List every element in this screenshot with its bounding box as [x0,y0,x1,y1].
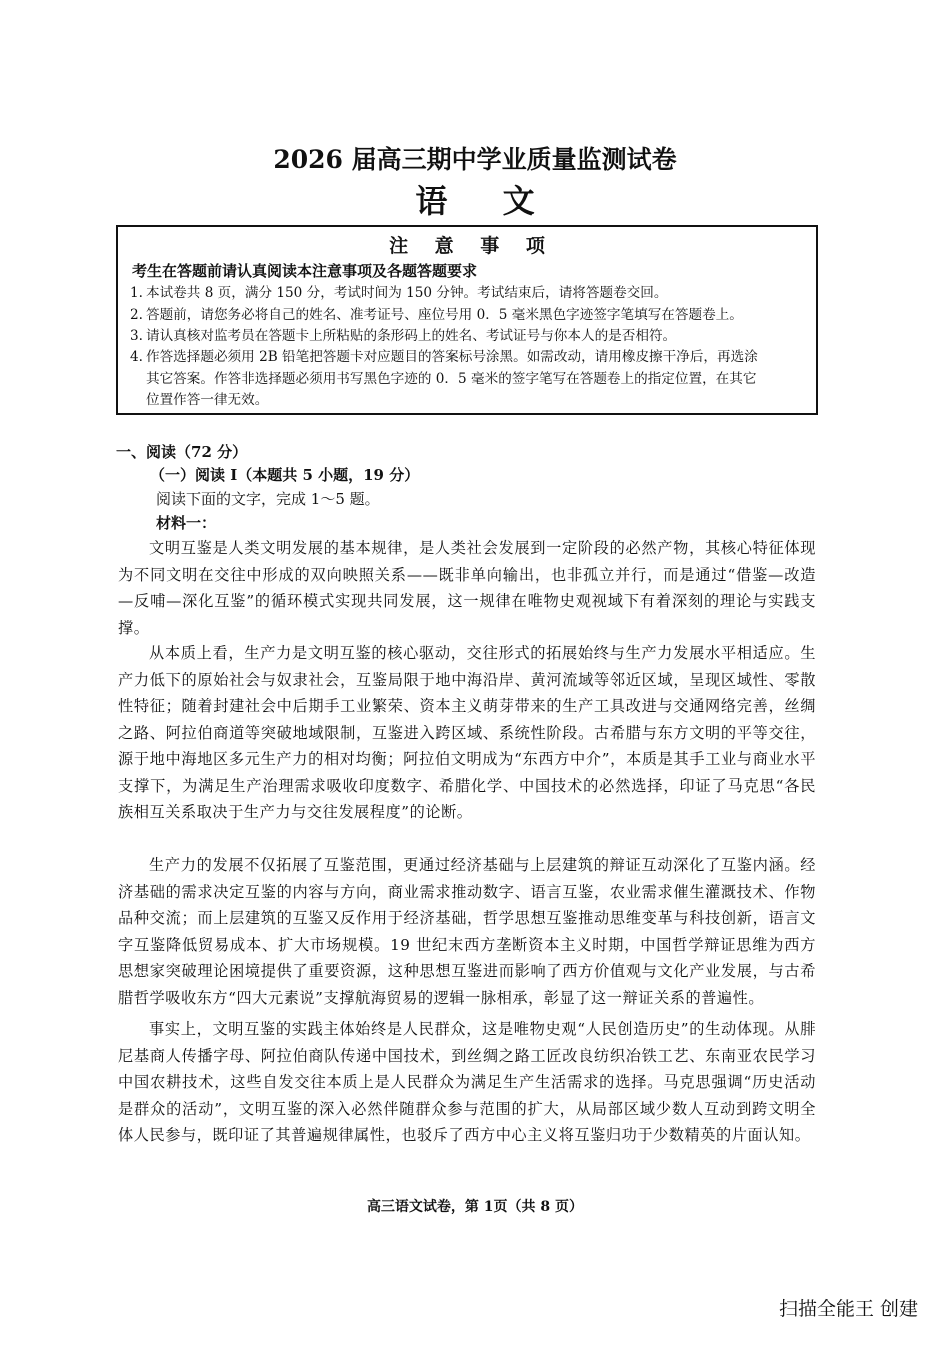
paragraph: 从本质上看，生产力是文明互鉴的核心驱动，交往形式的拓展始终与生产力发展水平相适应。生产力低下的原始社会与奴隶社会，互鉴局限于地中海沿岸、黄河流域等邻近区域，呈现区域性、零散性特征；随着封建社会中后期手工业繁荣、资本主义萌芽带来的生产工具改进与交通网络完善，丝绸之路、阿拉伯商道等突破地域限制，互鉴进入跨区域、系统性阶段。古希腊与东方文明的平等交往，源于地中海地区多元生产力的相对均衡；阿拉伯文明成为“东西方中介”，本质是其手工业与商业水平支撑下，为满足生产治理需求吸收印度数字、希腊化学、中国技术的必然选择，印证了马克思“各民族相互关系取决于生产力与交往发展程度”的论断。 [118,644,816,821]
reading-instruction: 阅读下面的文字，完成 1～5 题。 [156,490,380,508]
page-footer: 高三语文试卷，第 1页（共 8 页） [366,1199,584,1215]
notice-item-text: 作答选择题必须用 2B 铅笔把答题卡对应题目的答案标号涂黑。如需改动，请用橡皮擦干净后，再选涂 [146,349,758,365]
notice-heading: 注 意 事 项 [389,235,555,257]
subject-title: 语 文 [415,182,557,220]
exam-title: 2026 届高三期中学业质量监测试卷 [273,145,677,174]
scanner-watermark: 扫描全能王 创建 [778,1298,918,1320]
part-heading: 一、阅读（72 分） [116,443,248,461]
notice-item-text: 答题前，请您务必将自己的姓名、准考证号、座位号用 0．5 毫米黑色字迹签字笔填写在答题卷上。 [146,307,743,323]
notice-item-text: 位置作答一律无效。 [146,392,269,408]
notice-item-number: 2. [130,307,143,323]
notice-item [130,304,810,326]
notice-item-continuation [146,368,826,390]
notice-item [130,346,810,368]
notice-item-text: 请认真核对监考员在答题卡上所粘贴的条形码上的姓名、考试证号与你本人的是否相符。 [146,328,677,344]
notice-subheading: 考生在答题前请认真阅读本注意事项及各题答题要求 [132,262,478,280]
notice-item [130,325,810,347]
paragraph: 文明互鉴是人类文明发展的基本规律，是人类社会发展到一定阶段的必然产物，其核心特征体现为不同文明在交往中形成的双向映照关系——既非单向输出，也非孤立并行，而是通过“借鉴—改造—反哺—深化互鉴”的循环模式实现共同发展，这一规律在唯物史观视域下有着深刻的理论与实践支撑。 [118,539,816,637]
paragraph: 事实上，文明互鉴的实践主体始终是人民群众，这是唯物史观“人民创造历史”的生动体现。从腓尼基商人传播字母、阿拉伯商队传递中国技术，到丝绸之路工匠改良纺织冶铁工艺、东南亚农民学习中国农耕技术，这些自发交往本质上是人民群众为满足生产生活需求的选择。马克思强调“历史活动是群众的活动”，文明互鉴的深入必然伴随群众参与范围的扩大，从局部区域少数人互动到跨文明全体人民参与，既印证了其普遍规律属性，也驳斥了西方中心主义将互鉴归功于少数精英的片面认知。 [118,1020,816,1144]
subsection-heading: （一）阅读 I（本题共 5 小题，19 分） [150,466,420,484]
paragraph: 生产力的发展不仅拓展了互鉴范围，更通过经济基础与上层建筑的辩证互动深化了互鉴内涵。经济基础的需求决定互鉴的内容与方向，商业需求推动数字、语言互鉴，农业需求催生灌溉技术、作物品种交流；而上层建筑的互鉴又反作用于经济基础，哲学思想互鉴推动思维变革与科技创新，语言文字互鉴降低贸易成本、扩大市场规模。19 世纪末西方垄断资本主义时期，中国哲学辩证思维为西方思想家突破理论困境提供了重要资源，这种思想互鉴进而影响了西方价值观与文化产业发展，与古希腊哲学吸收东方“四大元素说”支撑航海贸易的逻辑一脉相承，彰显了这一辩证关系的普遍性。 [118,856,816,1007]
notice-item-continuation [146,389,826,411]
notice-item-number: 4. [130,349,143,365]
notice-item-text: 其它答案。作答非选择题必须用书写黑色字迹的 0．5 毫米的签字笔写在答题卷上的指定位置，在其它 [146,371,757,387]
notice-box [116,225,818,415]
notice-item-number: 3. [130,328,143,344]
notice-item-number: 1. [130,285,143,301]
notice-item-text: 本试卷共 8 页，满分 150 分，考试时间为 150 分钟。考试结束后，请将答题卷交回。 [146,285,668,301]
notice-item [130,282,810,304]
material-label: 材料一： [156,514,217,532]
